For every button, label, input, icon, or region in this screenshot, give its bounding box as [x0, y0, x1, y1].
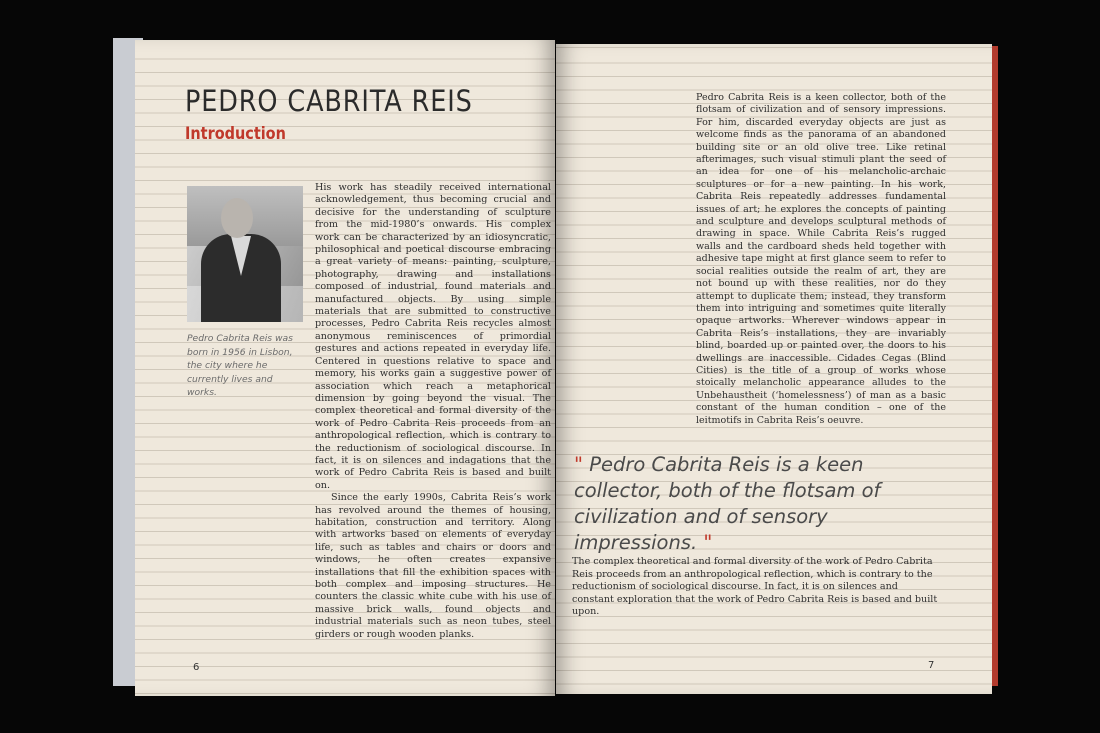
page-number: 6 [193, 662, 200, 673]
body-paragraph: His work has steadily received international acknowledgement, thus becoming crucial and decisive for the understanding of sculpture from the mid-1980’s onwards. His complex work can be characterized by an idiosyncratic, philosophical and poetical discourse embracing a great variety of means: painting, sculpture, photography, drawing and installations composed of industrial, found materials and manufactured objects. By using simple materials that are submitted to constructive processes, Pedro Cabrita Reis recycles almost anonymous reminiscences of primordial gestures and actions repeated in everyday life. Centered in questions relative to space and memory, his works gain a suggestive power of association which reach a metaphorical dimension by going beyond the visual. The complex theoretical and formal diversity of the work of Pedro Cabrita Reis proceeds from an anthropological reflection, which is contrary to the reductionism of sociological discourse. In fact, it is on silences and indagations that the work of Pedro Cabrita Reis is based and built on. [315, 182, 551, 491]
quote-close-mark: " [703, 531, 713, 554]
left-body-text [315, 182, 551, 641]
quote-open-mark: " [574, 453, 583, 476]
summary-paragraph: The complex theoretical and formal diversity of the work of Pedro Cabrita Reis proceeds from an anthropological reflection, which is contrary to the reductionism of sociological discourse. In fact, it is on silences and constant exploration that the work of Pedro Cabrita Reis is based and built upon. [572, 556, 938, 617]
page-number: 7 [928, 660, 935, 671]
right-body-text: Pedro Cabrita Reis is a keen collector, both of the flotsam of civilization and of sensory impressions. For him, discarded everyday objects are just as welcome finds as the panorama of an abandoned building site or an old olive tree. Like retinal afterimages, such visual stimuli plant the seed of an idea for one of his melancholic-archaic sculptures or for a new painting. In his work, Cabrita Reis repeatedly addresses fundamental issues of art; he explores the concepts of painting and sculpture and develops sculptural methods of drawing in space. While Cabrita Reis’s rugged walls and the cardboard sheds held together with adhesive tape might at first glance seem to refer to social realities outside the realm of art, they are not bound up with these realities, nor do they attempt to duplicate them; instead, they transform them into intriguing and sometimes quite literally opaque artworks. Wherever windows appear in Cabrita Reis’s installations, they are invariably blind, boarded up or painted over, the doors to his dwellings are inaccessible. Cidades Cegas (Blind Cities) is the title of a group of works whose stoically melancholic appearance alludes to the Unbehaustheit (‘homelessness’) of man as a basic constant of the human condition – one of the leitmotifs in Cabrita Reis’s oeuvre. [696, 92, 946, 426]
section-heading: Introduction [185, 124, 286, 144]
left-page [135, 40, 555, 696]
pull-quote [574, 452, 944, 556]
artist-portrait-photo [187, 186, 303, 322]
photo-caption: Pedro Cabrita Reis was born in 1956 in Lisbon, the city where he currently lives and works. [187, 333, 293, 398]
right-page [556, 44, 992, 694]
page-title: PEDRO CABRITA REIS [185, 84, 473, 118]
pull-quote-text: Pedro Cabrita Reis is a keen collector, both of the flotsam of civilization and of sensory impressions. [574, 453, 881, 554]
body-paragraph: Since the early 1990s, Cabrita Reis’s work has revolved around the themes of housing, habitation, construction and territory. Along with artworks based on elements of everyday life, such as tables and chairs or doors and windows, he often creates expansive installations that fill the exhibition spaces with both complex and imposing structures. He counters the classic white cube with his use of massive brick walls, found objects and industrial materials such as neon tubes, steel girders or rough wooden planks. [315, 492, 551, 640]
